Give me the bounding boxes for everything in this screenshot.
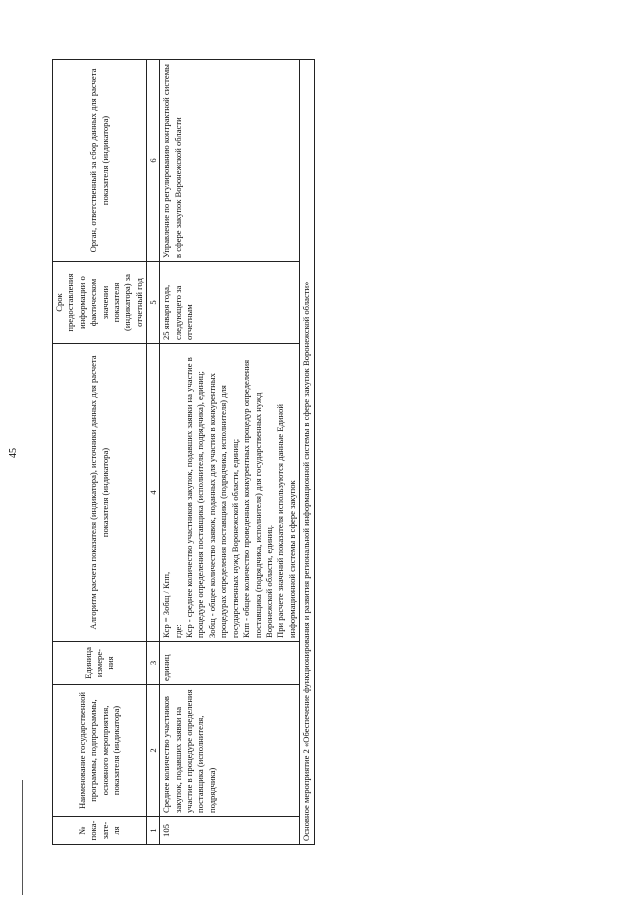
column-number: 1 [147, 817, 160, 845]
rotated-table-page [52, 60, 588, 845]
algorithm-line: где: [172, 624, 183, 638]
main-activity-title: Основное мероприятие 2 «Обеспечение функционирования и развития региональной информационной системы в сфере закупок Воронежской области» [300, 60, 314, 845]
algorithm-line: Кпп - общее количество проведенных конкурентных процедур определения поставщика (подрядчика, исполнителя) для государственных нужд Воронежской области, единиц. [241, 359, 274, 638]
header-responsible: Орган, ответственный за сбор данных для расчета показателя (индикатора) [53, 60, 147, 262]
column-number: 4 [147, 344, 160, 642]
column-number: 2 [147, 685, 160, 817]
algorithm-line: При расчете значений показателя используются данные Единой информационной системы в сфере закупок [275, 404, 297, 638]
responsible-body: Управление по регулированию контрактной системы в сфере закупок Воронежской области [160, 60, 300, 262]
header-name: Наименование государственной программы, подпрограммы, основного мероприятия, показателя (индикатора) [53, 685, 147, 817]
column-number: 5 [147, 262, 160, 344]
column-number-row [147, 60, 160, 845]
reporting-deadline: 25 января года, следующего за отчетным [160, 262, 300, 344]
algorithm-line: Кср - среднее количество участников закупок, подавших заявки на участие в процедуре определения поставщика (исполнителя, подрядчика), единиц; [184, 357, 206, 638]
indicator-table [52, 59, 315, 845]
footnote-rule [22, 780, 23, 895]
algorithm-formula: Кср = Зобщ / Кпп, [161, 571, 172, 638]
header-indicator-number: № пока-зате-ля [53, 817, 147, 845]
calculation-algorithm [160, 344, 300, 642]
row-number: 105 [160, 817, 300, 845]
header-algorithm: Алгоритм расчета показателя (индикатора), источники данных для расчета показателя (индикатора) [53, 344, 147, 642]
header-row [53, 60, 147, 845]
header-deadline: Срок предоставления информации о фактическом значении показателя (индикатора) за отчетный год [53, 262, 147, 344]
unit-of-measure: единиц [160, 642, 300, 685]
column-number: 6 [147, 60, 160, 262]
table-row [160, 60, 300, 845]
indicator-name: Среднее количество участников закупок, подавших заявки на участие в процедуре определения поставщика (исполнителя, подрядчика) [160, 685, 300, 817]
algorithm-line: Зобщ - общее количество заявок, поданных для участия в конкурентных процедурах определения поставщика (подрядчика, исполнителя) для государственных нужд Воронежской области, единиц; [206, 373, 240, 638]
section-row [300, 60, 314, 845]
page-number: 45 [8, 448, 19, 458]
column-number: 3 [147, 642, 160, 685]
header-unit: Единица измере-ния [53, 642, 147, 685]
